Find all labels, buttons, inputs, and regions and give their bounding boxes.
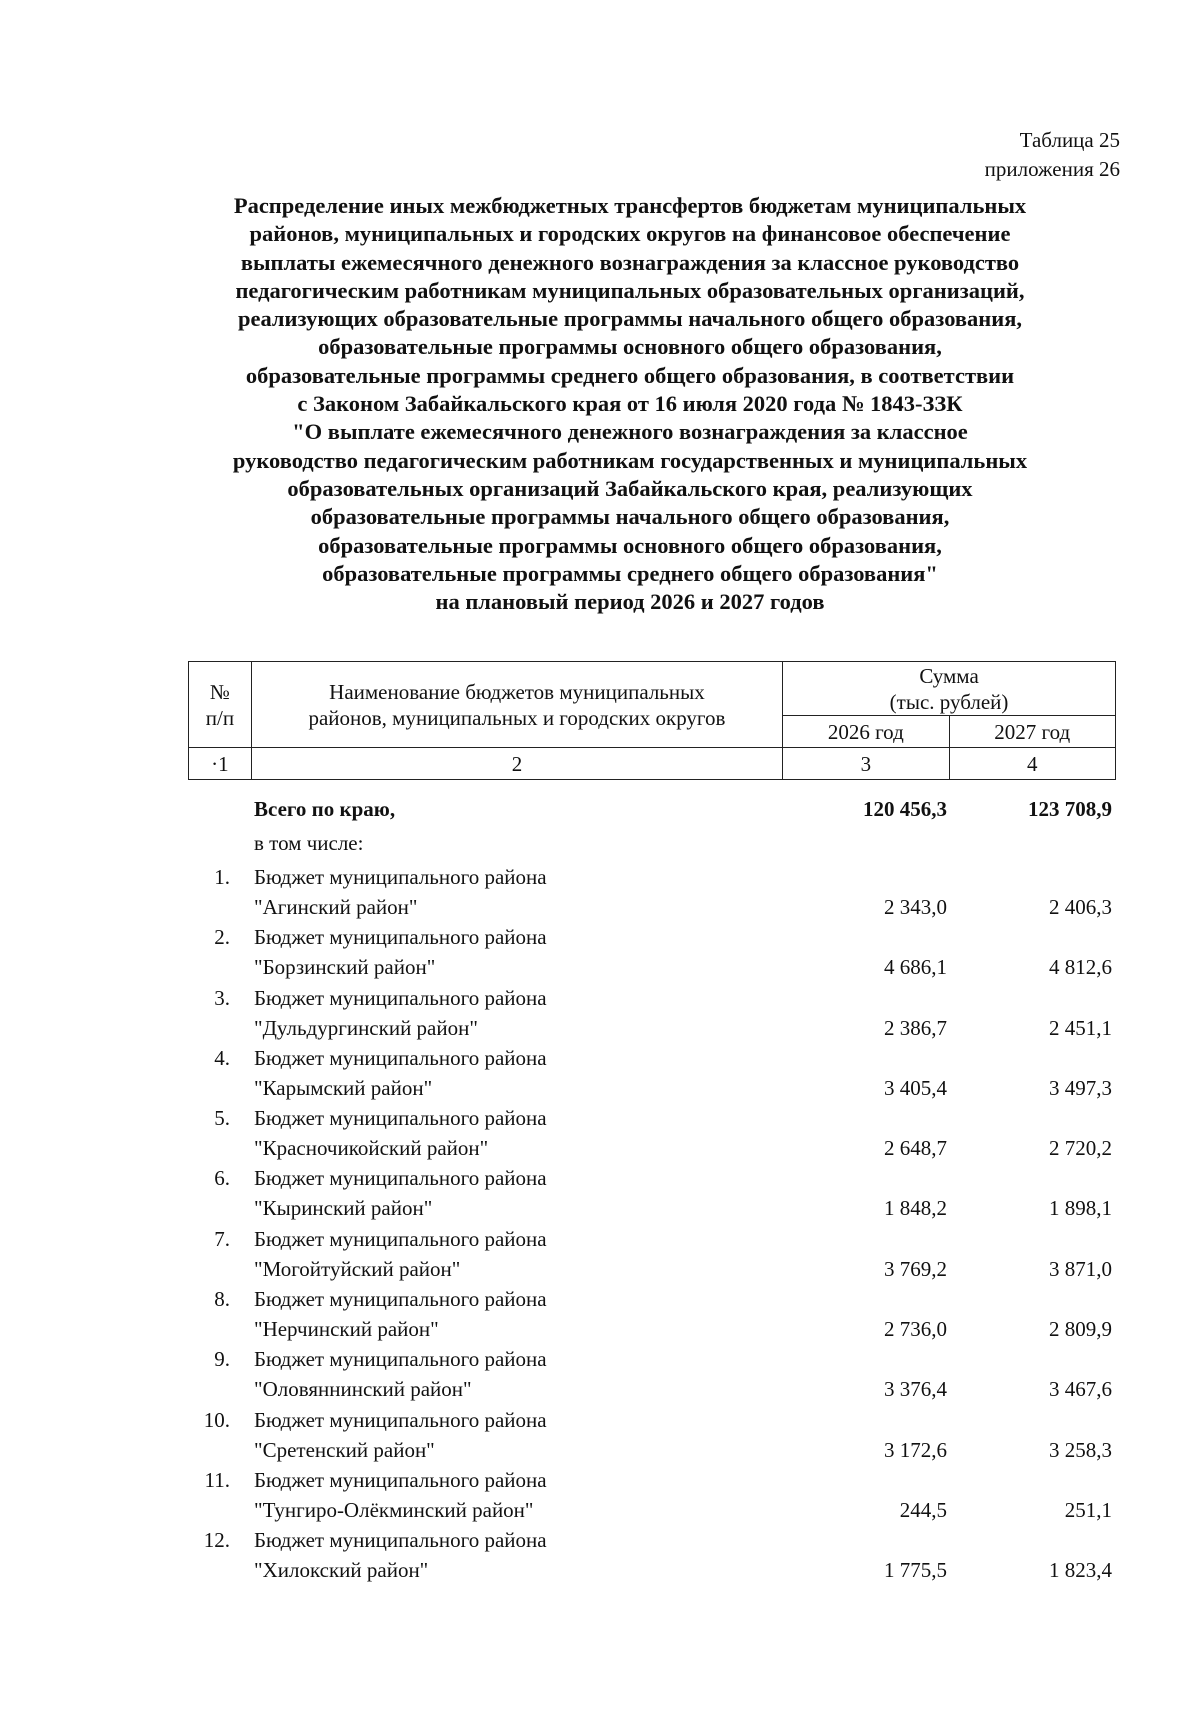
row-value-2027: 3 497,3 xyxy=(1049,1075,1112,1100)
row-name-line1: Бюджет муниципального района xyxy=(254,1347,547,1372)
header-name-line1: Наименование бюджетов муниципальных xyxy=(329,679,705,704)
total-label: Всего по краю, xyxy=(254,797,396,821)
row-value-2026: 2 648,7 xyxy=(884,1136,947,1161)
row-name-line1: Бюджет муниципального района xyxy=(254,925,547,950)
total-row xyxy=(188,794,1118,828)
row-number: 9. xyxy=(214,1347,230,1372)
row-value-2027: 3 258,3 xyxy=(1049,1437,1112,1462)
row-number: 5. xyxy=(214,1106,230,1131)
row-value-2027: 3 871,0 xyxy=(1049,1256,1112,1281)
table-row xyxy=(188,1405,1118,1465)
table-row xyxy=(188,1224,1118,1284)
header-sum-cell xyxy=(783,662,1116,716)
title-line: образовательные программы основного общего образования, xyxy=(318,334,942,360)
row-name-line2: "Красночикойский район" xyxy=(254,1136,489,1161)
row-name-line2: "Могойтуйский район" xyxy=(254,1256,461,1281)
total-2026: 120 456,3 xyxy=(863,797,947,821)
row-value-2026: 3 769,2 xyxy=(884,1256,947,1281)
row-name-line1: Бюджет муниципального района xyxy=(254,1467,547,1492)
row-name-line2: "Дульдургинский район" xyxy=(254,1015,478,1040)
row-name-line1: Бюджет муниципального района xyxy=(254,865,547,889)
row-name-line2: "Оловяннинский район" xyxy=(254,1377,472,1402)
table-body xyxy=(188,794,1118,1586)
index-col-2: 2 xyxy=(251,748,782,780)
title-line: образовательные программы среднего общего образования" xyxy=(322,560,938,586)
table-row xyxy=(188,1284,1118,1344)
document-title xyxy=(150,192,1110,616)
index-col-3: 3 xyxy=(783,748,949,780)
total-2027: 123 708,9 xyxy=(1028,797,1112,821)
row-value-2027: 2 809,9 xyxy=(1049,1317,1112,1342)
table-row xyxy=(188,1465,1118,1525)
table-row xyxy=(188,922,1118,982)
row-name-line1: Бюджет муниципального района xyxy=(254,1407,547,1432)
row-value-2026: 4 686,1 xyxy=(884,955,947,980)
row-name-line1: Бюджет муниципального района xyxy=(254,1106,547,1131)
row-name-line1: Бюджет муниципального района xyxy=(254,1528,547,1553)
header-number-line1: № xyxy=(209,679,230,704)
title-line: образовательных организаций Забайкальского края, реализующих xyxy=(287,475,973,501)
including-row xyxy=(188,828,1118,862)
table-row xyxy=(188,983,1118,1043)
row-name-line2: "Тунгиро-Олёкминский район" xyxy=(254,1497,534,1522)
row-value-2027: 3 467,6 xyxy=(1049,1377,1112,1402)
row-value-2027: 2 451,1 xyxy=(1049,1015,1112,1040)
title-line: реализующих образовательные программы начального общего образования, xyxy=(237,306,1023,332)
row-value-2027: 1 898,1 xyxy=(1049,1196,1112,1221)
row-value-2026: 3 172,6 xyxy=(884,1437,947,1462)
row-value-2027: 2 720,2 xyxy=(1049,1136,1112,1161)
title-line: образовательные программы основного общего образования, xyxy=(318,532,942,558)
row-value-2027: 251,1 xyxy=(1064,1497,1112,1522)
row-number: 2. xyxy=(214,925,230,950)
row-number: 3. xyxy=(214,985,230,1010)
row-value-2026: 3 376,4 xyxy=(884,1377,947,1402)
row-value-2026: 2 386,7 xyxy=(884,1015,947,1040)
title-line: на плановый период 2026 и 2027 годов xyxy=(435,589,825,615)
header-year-2026: 2026 год xyxy=(783,716,949,748)
row-value-2026: 244,5 xyxy=(899,1497,947,1522)
index-col-4: 4 xyxy=(949,748,1115,780)
table-row xyxy=(188,862,1118,922)
row-number: 11. xyxy=(204,1467,230,1492)
table-row xyxy=(188,1525,1118,1585)
row-number: 1. xyxy=(214,865,230,889)
row-value-2026: 1 848,2 xyxy=(884,1196,947,1221)
index-col-1: ·1 xyxy=(189,748,252,780)
header-name-line2: районов, муниципальных и городских округов xyxy=(308,705,726,730)
row-value-2026: 3 405,4 xyxy=(884,1075,947,1100)
row-name-line2: "Агинский район" xyxy=(254,895,418,919)
title-line: образовательные программы среднего общего образования, в соответствии xyxy=(245,362,1015,388)
header-number-line2: п/п xyxy=(205,705,235,730)
header-sum-line2: (тыс. рублей) xyxy=(889,689,1009,714)
row-name-line2: "Нерчинский район" xyxy=(254,1317,439,1342)
table-reference xyxy=(985,126,1120,184)
table-header xyxy=(188,661,1116,780)
row-number: 10. xyxy=(203,1407,230,1432)
row-name-line2: "Борзинский район" xyxy=(254,955,436,980)
row-number: 7. xyxy=(214,1226,230,1251)
row-name-line1: Бюджет муниципального района xyxy=(254,1226,547,1251)
title-line: выплаты ежемесячного денежного вознаграждения за классное руководство xyxy=(240,249,1020,275)
title-line: руководство педагогическим работникам государственных и муниципальных xyxy=(232,447,1028,473)
title-line: педагогическим работникам муниципальных образовательных организаций, xyxy=(235,277,1025,303)
row-value-2026: 1 775,5 xyxy=(884,1558,947,1583)
row-name-line2: "Кыринский район" xyxy=(254,1196,433,1221)
header-number-cell xyxy=(189,662,252,748)
row-name-line1: Бюджет муниципального района xyxy=(254,985,547,1010)
title-line: с Законом Забайкальского края от 16 июля 2020 года № 1843-ЗЗК xyxy=(297,391,963,417)
table-number: Таблица 25 xyxy=(1019,128,1120,152)
row-value-2027: 2 406,3 xyxy=(1049,895,1112,919)
header-name-cell xyxy=(251,662,782,748)
row-name-line1: Бюджет муниципального района xyxy=(254,1045,547,1070)
title-line: образовательные программы начального общего образования, xyxy=(310,504,950,530)
appendix-number: приложения 26 xyxy=(984,157,1120,181)
row-name-line2: "Карымский район" xyxy=(254,1075,433,1100)
row-value-2027: 1 823,4 xyxy=(1049,1558,1112,1583)
row-value-2026: 2 736,0 xyxy=(884,1317,947,1342)
title-line: Распределение иных межбюджетных трансфертов бюджетам муниципальных xyxy=(233,193,1027,218)
header-year-2027: 2027 год xyxy=(949,716,1115,748)
row-name-line1: Бюджет муниципального района xyxy=(254,1287,547,1312)
row-name-line2: "Сретенский район" xyxy=(254,1437,435,1462)
table-row xyxy=(188,1344,1118,1404)
row-number: 12. xyxy=(203,1528,230,1553)
row-value-2026: 2 343,0 xyxy=(884,895,947,919)
row-name-line1: Бюджет муниципального района xyxy=(254,1166,547,1191)
table-row xyxy=(188,1103,1118,1163)
header-sum-line1: Сумма xyxy=(919,663,979,688)
row-number: 8. xyxy=(214,1287,230,1312)
table-row xyxy=(188,1043,1118,1103)
row-number: 6. xyxy=(214,1166,230,1191)
title-line: "О выплате ежемесячного денежного вознаграждения за классное xyxy=(292,419,968,445)
row-name-line2: "Хилокский район" xyxy=(254,1558,429,1583)
title-line: районов, муниципальных и городских округов на финансовое обеспечение xyxy=(249,221,1011,247)
row-number: 4. xyxy=(214,1045,230,1070)
including-label: в том числе: xyxy=(254,831,364,855)
row-value-2027: 4 812,6 xyxy=(1049,955,1112,980)
table-row xyxy=(188,1163,1118,1223)
